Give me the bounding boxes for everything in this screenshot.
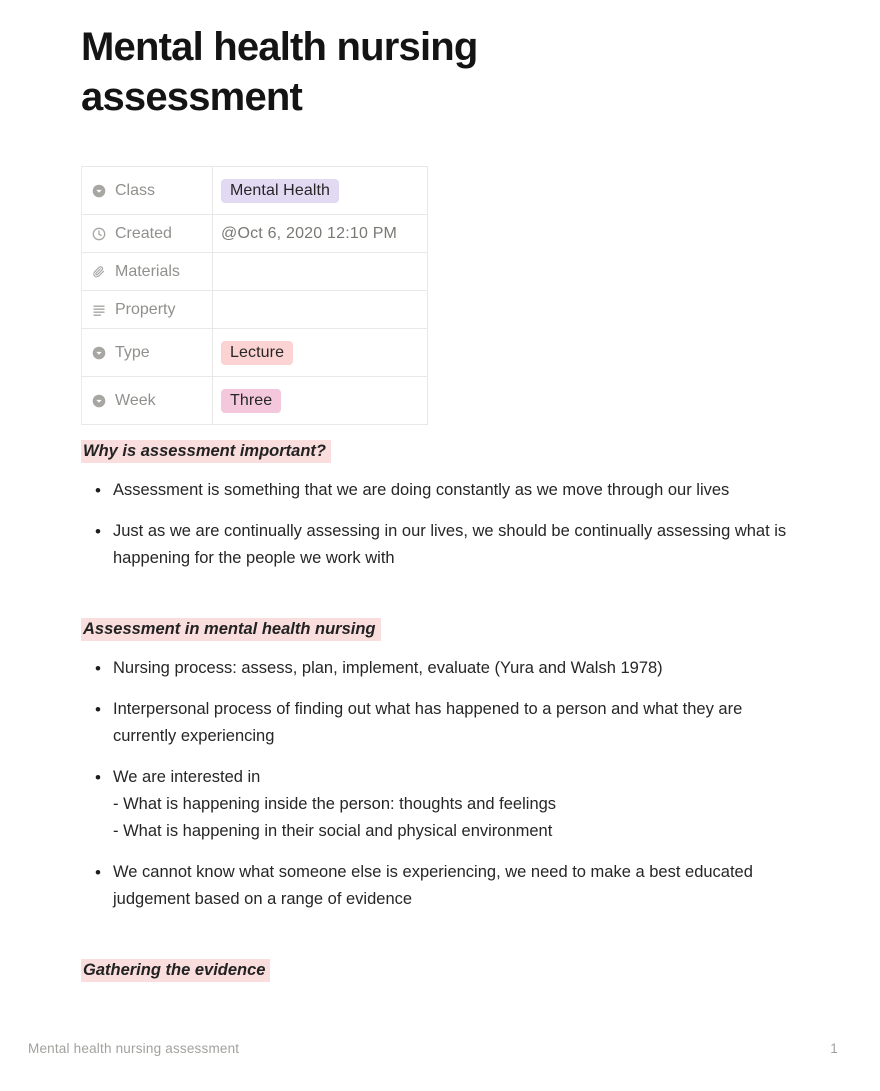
property-label: Class bbox=[115, 181, 156, 199]
list-item: • Interpersonal process of finding out what has happened to a person and what they are currently experiencing bbox=[81, 696, 796, 750]
property-row-property bbox=[82, 291, 428, 329]
footer-document-title: Mental health nursing assessment bbox=[28, 1041, 240, 1056]
select-icon bbox=[91, 393, 107, 409]
section-heading-text: Why is assessment important? bbox=[81, 440, 331, 463]
page-footer bbox=[28, 1041, 838, 1056]
text-lines-icon bbox=[91, 302, 107, 318]
property-row-materials bbox=[82, 253, 428, 291]
type-tag: Lecture bbox=[221, 341, 293, 365]
property-label: Created bbox=[115, 224, 172, 242]
list-item: • Just as we are continually assessing in our lives, we should be continually assessing what is happening for the people we work with bbox=[81, 518, 796, 572]
section-heading bbox=[81, 618, 796, 641]
clock-icon bbox=[91, 226, 107, 242]
bullet-list bbox=[81, 655, 796, 913]
select-icon bbox=[91, 183, 107, 199]
property-label: Type bbox=[115, 343, 150, 361]
bullet-list bbox=[81, 477, 796, 572]
footer-page-number: 1 bbox=[830, 1041, 838, 1056]
paperclip-icon bbox=[91, 264, 107, 280]
created-date-value: @Oct 6, 2020 12:10 PM bbox=[221, 224, 398, 242]
page-title: Mental health nursing assessment bbox=[81, 25, 478, 119]
property-label: Property bbox=[115, 300, 176, 318]
list-item: • We cannot know what someone else is experiencing, we need to make a best educated judgement based on a range of evidence bbox=[81, 859, 796, 913]
section-heading-text: Assessment in mental health nursing bbox=[81, 618, 381, 641]
select-icon bbox=[91, 345, 107, 361]
property-label: Materials bbox=[115, 262, 180, 280]
property-row-week bbox=[82, 377, 428, 425]
property-row-type bbox=[82, 329, 428, 377]
section-heading bbox=[81, 959, 796, 982]
section-heading-text: Gathering the evidence bbox=[81, 959, 270, 982]
list-item: • Assessment is something that we are doing constantly as we move through our lives bbox=[81, 477, 796, 504]
property-label: Week bbox=[115, 391, 156, 409]
property-row-class bbox=[82, 167, 428, 215]
week-tag: Three bbox=[221, 389, 281, 413]
properties-table bbox=[81, 166, 428, 425]
section-heading bbox=[81, 440, 796, 463]
list-item: • Nursing process: assess, plan, implement, evaluate (Yura and Walsh 1978) bbox=[81, 655, 796, 682]
property-row-created bbox=[82, 215, 428, 253]
class-tag: Mental Health bbox=[221, 179, 339, 203]
list-item: • We are interested in - What is happening inside the person: thoughts and feelings - What is happening in their social and physical environment bbox=[81, 764, 796, 845]
